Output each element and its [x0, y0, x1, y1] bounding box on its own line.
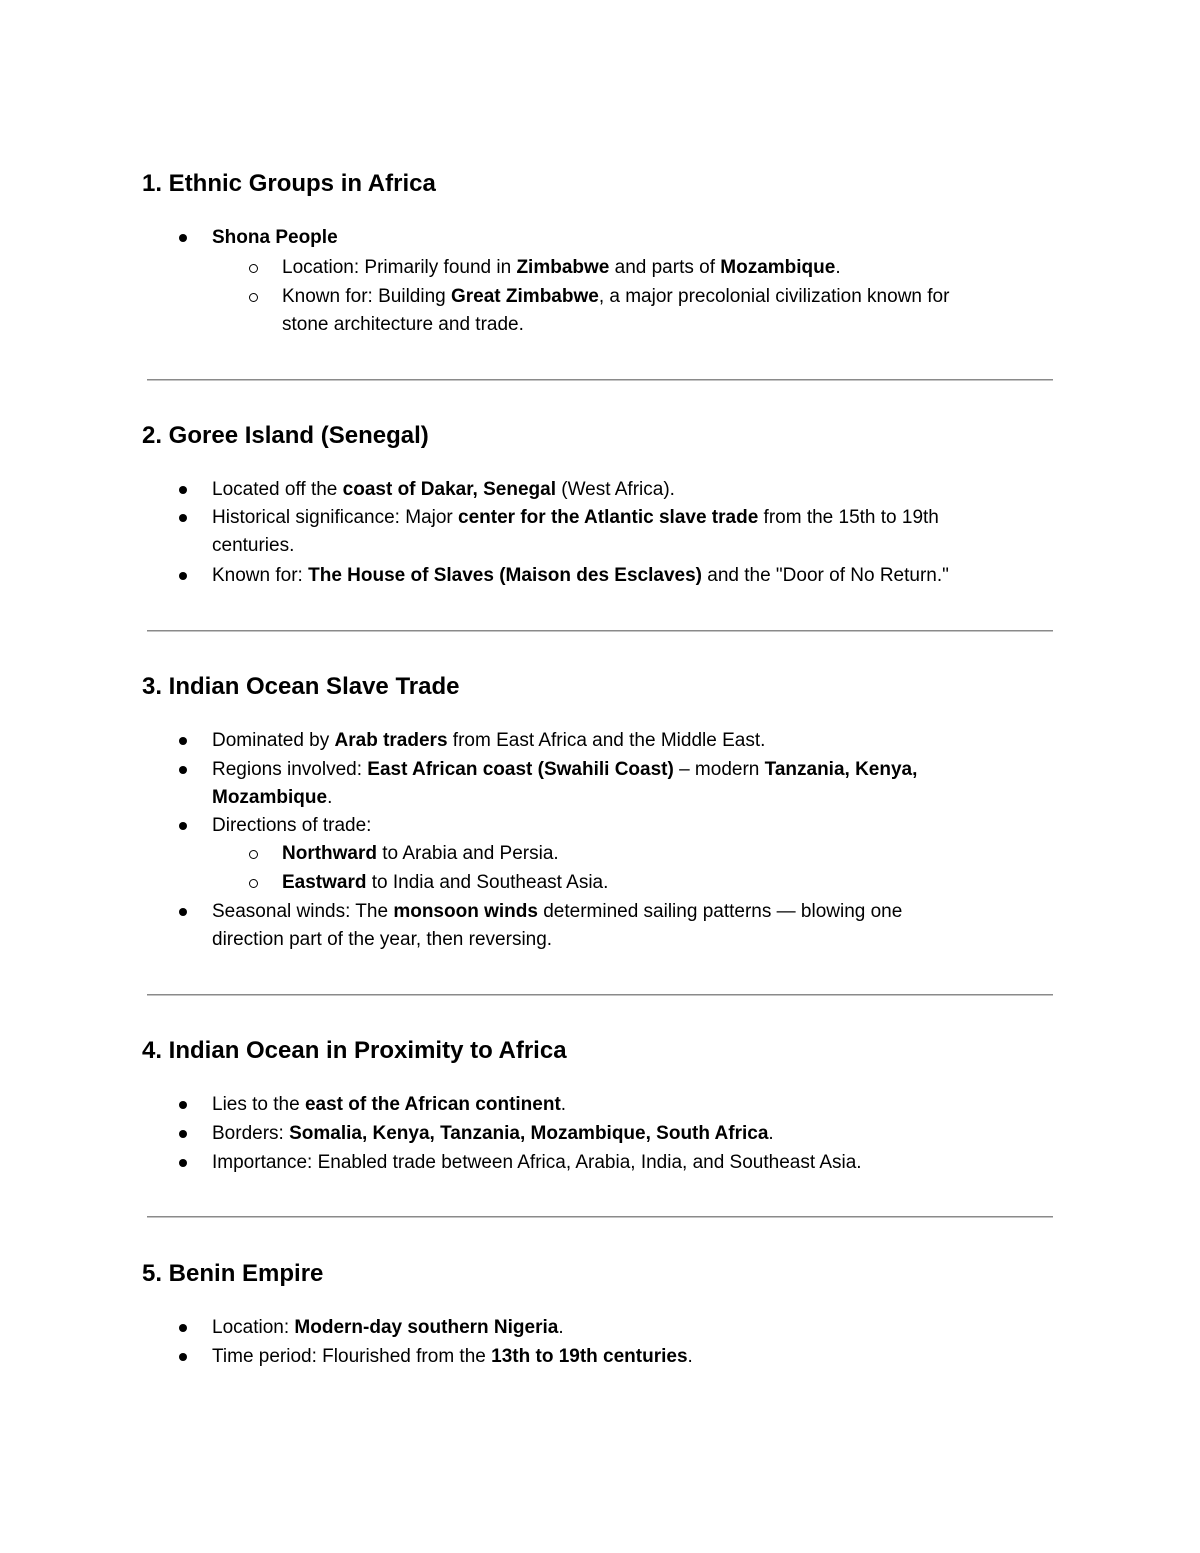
- list-item: Known for: The House of Slaves (Maison des Esclaves) and the "Door of No Return.": [212, 562, 949, 590]
- section-heading-indian-ocean-proximity: 4. Indian Ocean in Proximity to Africa: [142, 1037, 567, 1064]
- horizontal-divider: [147, 1216, 1053, 1218]
- list-item: Eastward to India and Southeast Asia.: [282, 869, 608, 897]
- section-heading-ethnic-groups: 1. Ethnic Groups in Africa: [142, 170, 436, 197]
- bullet-icon: [179, 1130, 187, 1138]
- list-item: Located off the coast of Dakar, Senegal (West Africa).: [212, 476, 675, 504]
- bullet-icon: [179, 1159, 187, 1167]
- horizontal-divider: [147, 630, 1053, 632]
- bullet-icon: [179, 737, 187, 745]
- list-item: Time period: Flourished from the 13th to 19th centuries.: [212, 1343, 693, 1371]
- list-item: Importance: Enabled trade between Africa, Arabia, India, and Southeast Asia.: [212, 1149, 862, 1177]
- bullet-icon: [179, 572, 187, 580]
- list-item: Shona People: [212, 224, 338, 252]
- bullet-icon: [179, 486, 187, 494]
- hollow-bullet-icon: [249, 850, 258, 859]
- bullet-icon: [179, 908, 187, 916]
- list-item: Borders: Somalia, Kenya, Tanzania, Mozambique, South Africa.: [212, 1120, 774, 1148]
- bullet-icon: [179, 1353, 187, 1361]
- bullet-icon: [179, 822, 187, 830]
- list-item: Location: Primarily found in Zimbabwe and parts of Mozambique.: [282, 254, 841, 282]
- section-heading-benin-empire: 5. Benin Empire: [142, 1260, 324, 1287]
- horizontal-divider: [147, 379, 1053, 381]
- list-item: Historical significance: Major center for the Atlantic slave trade from the 15th to 19th: [212, 504, 939, 532]
- section-heading-indian-ocean-slave-trade: 3. Indian Ocean Slave Trade: [142, 673, 460, 700]
- list-item-continuation: direction part of the year, then reversing.: [212, 929, 553, 950]
- list-item: Directions of trade:: [212, 812, 371, 840]
- hollow-bullet-icon: [249, 264, 258, 273]
- list-item: Dominated by Arab traders from East Africa and the Middle East.: [212, 727, 765, 755]
- list-item-continuation: centuries.: [212, 535, 295, 556]
- list-item: Seasonal winds: The monsoon winds determined sailing patterns — blowing one: [212, 898, 902, 926]
- list-item: Regions involved: East African coast (Swahili Coast) – modern Tanzania, Kenya,: [212, 756, 917, 784]
- list-item: Known for: Building Great Zimbabwe, a major precolonial civilization known for: [282, 283, 949, 311]
- list-item: Lies to the east of the African continent.: [212, 1091, 566, 1119]
- hollow-bullet-icon: [249, 293, 258, 302]
- list-item-continuation: stone architecture and trade.: [282, 314, 524, 335]
- list-item: Location: Modern-day southern Nigeria.: [212, 1314, 564, 1342]
- bullet-icon: [179, 1324, 187, 1332]
- horizontal-divider: [147, 994, 1053, 996]
- list-item-continuation: Mozambique.: [212, 787, 333, 808]
- bullet-icon: [179, 514, 187, 522]
- section-heading-goree-island: 2. Goree Island (Senegal): [142, 422, 429, 449]
- bullet-icon: [179, 766, 187, 774]
- list-item: Northward to Arabia and Persia.: [282, 840, 559, 868]
- bullet-icon: [179, 1101, 187, 1109]
- bullet-icon: [179, 234, 187, 242]
- hollow-bullet-icon: [249, 879, 258, 888]
